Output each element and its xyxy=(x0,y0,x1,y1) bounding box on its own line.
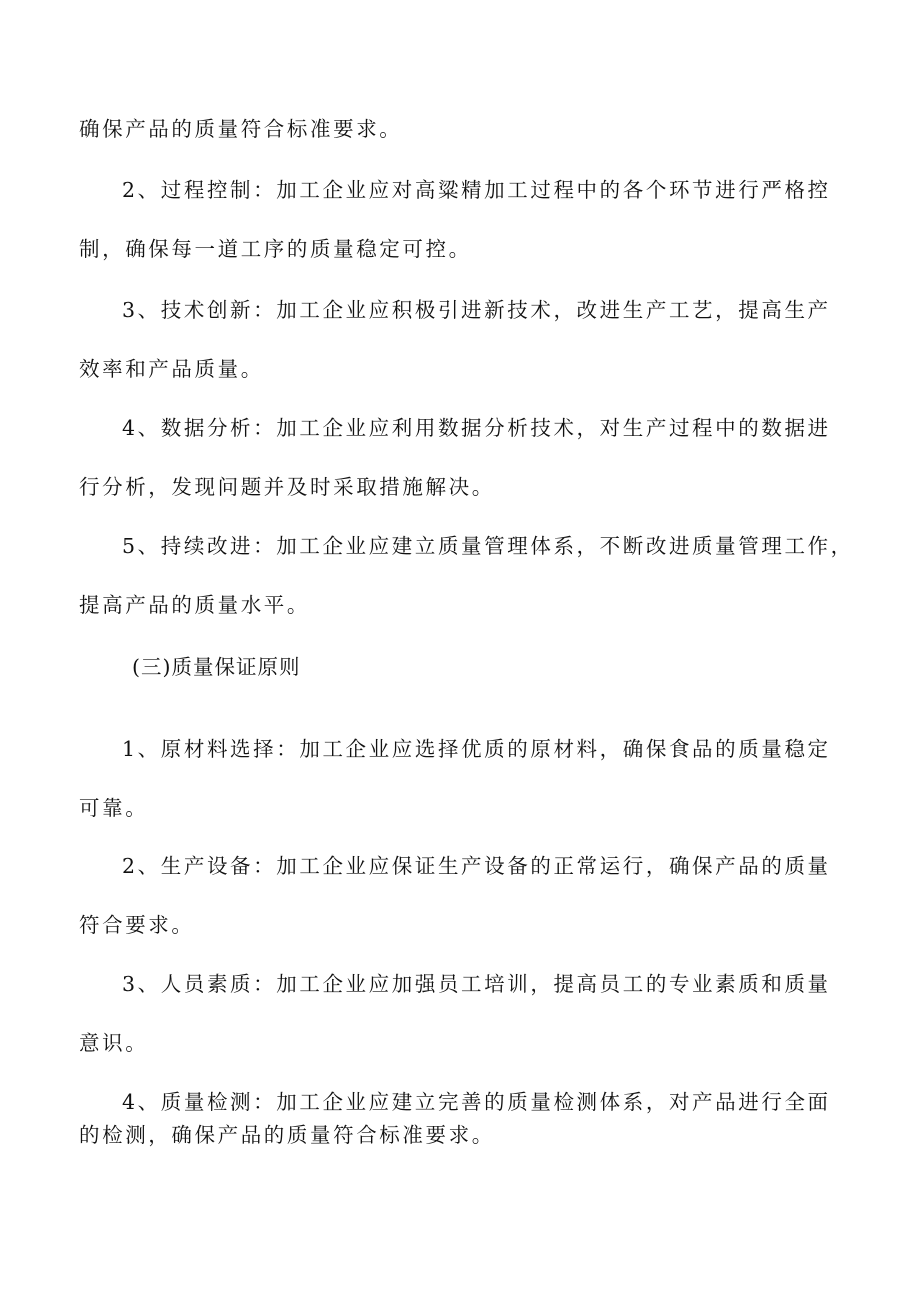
paragraph-line: 4、数据分析：加工企业应利用数据分析技术，对生产过程中的数据进 xyxy=(122,416,831,440)
paragraph-line: 提高产品的质量水平。 xyxy=(79,593,310,617)
paragraph-line: 3、技术创新：加工企业应积极引进新技术，改进生产工艺，提高生产 xyxy=(122,298,831,322)
paragraph-data-analysis xyxy=(79,399,845,517)
paragraph-production-equipment xyxy=(79,837,845,955)
paragraph-line: 5、持续改进：加工企业应建立质量管理体系，不断改进质量管理工作， xyxy=(122,534,854,558)
paragraph-line: 1、原材料选择：加工企业应选择优质的原材料，确保食品的质量稳定 xyxy=(122,737,831,761)
paragraph-line: 2、过程控制：加工企业应对高粱精加工过程中的各个环节进行严格控 xyxy=(122,178,831,202)
paragraph-line: 可靠。 xyxy=(79,796,149,820)
paragraph-tech-innovation xyxy=(79,281,845,399)
paragraph-quality-inspection xyxy=(79,1073,845,1165)
paragraph-line: 意识。 xyxy=(79,1031,149,1055)
paragraph-line: 3、人员素质：加工企业应加强员工培训，提高员工的专业素质和质量 xyxy=(122,972,831,996)
paragraph-staff-quality xyxy=(79,955,845,1073)
paragraph-process-control xyxy=(79,161,845,279)
paragraph-line: 效率和产品质量。 xyxy=(79,357,264,381)
section-heading: (三)质量保证原则 xyxy=(132,655,301,679)
paragraph-continuous-improvement xyxy=(79,517,854,635)
paragraph-line: 符合要求。 xyxy=(79,913,195,937)
paragraph-raw-materials xyxy=(79,720,845,838)
paragraph-line: 确保产品的质量符合标准要求。 xyxy=(79,117,403,141)
paragraph-line: 行分析，发现问题并及时采取措施解决。 xyxy=(79,475,495,499)
paragraph-line: 2、生产设备：加工企业应保证生产设备的正常运行，确保产品的质量 xyxy=(122,854,831,878)
paragraph-line: 的检测，确保产品的质量符合标准要求。 xyxy=(79,1123,495,1147)
paragraph-continuation xyxy=(79,100,845,159)
paragraph-line: 4、质量检测：加工企业应建立完善的质量检测体系，对产品进行全面 xyxy=(122,1090,831,1114)
paragraph-line: 制，确保每一道工序的质量稳定可控。 xyxy=(79,237,472,261)
